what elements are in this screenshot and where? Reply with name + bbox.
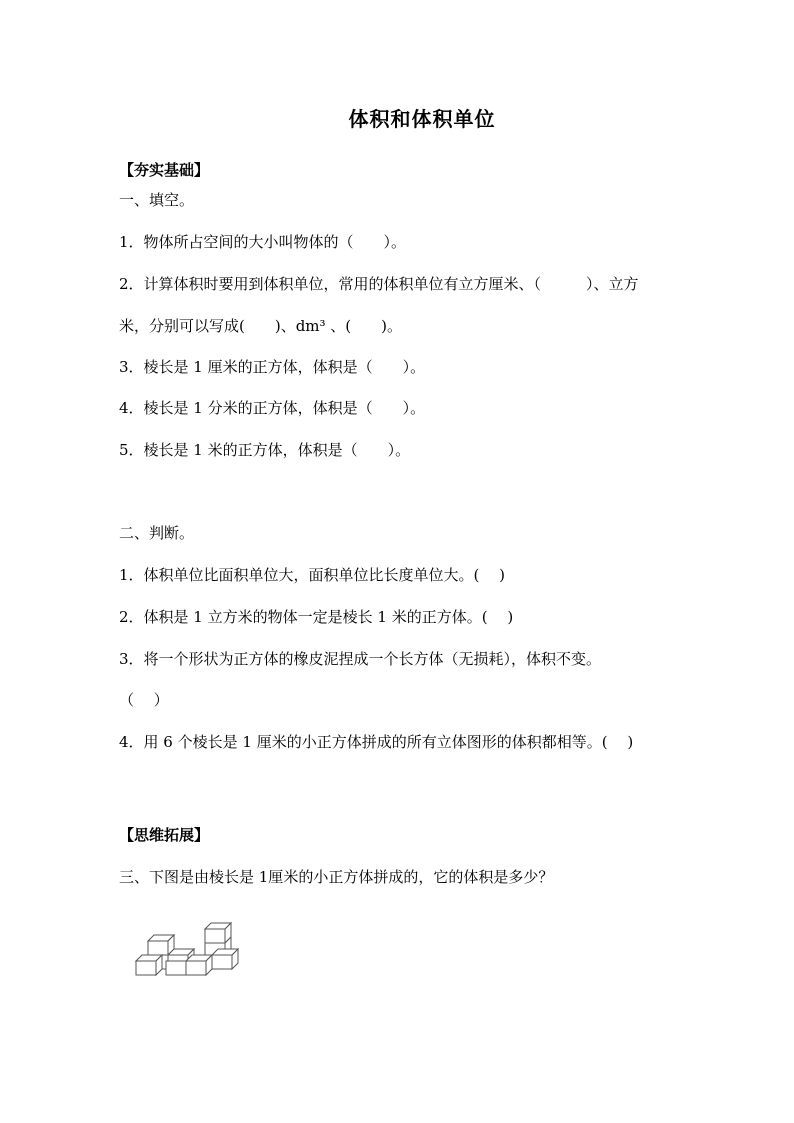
question-3: 三、下图是由棱长是 1厘米的小正方体拼成的，它的体积是多少？ <box>119 868 554 886</box>
fill-blank-item-2-cont: 米，分别可以写成( )、dm³ 、( )。 <box>119 317 403 335</box>
section-heading-extension: 【思维拓展】 <box>119 826 210 844</box>
judge-item-2: 2．体积是 1 立方米的物体一定是棱长 1 米的正方体。( ) <box>119 608 514 626</box>
fill-blank-item-3: 3．棱长是 1 厘米的正方体，体积是（ ）。 <box>119 358 426 376</box>
fill-blank-item-1: 1．物体所占空间的大小叫物体的（ ）。 <box>119 233 407 251</box>
fill-blank-item-2: 2．计算体积时要用到体积单位，常用的体积单位有立方厘米、（ ）、立方 <box>119 275 639 293</box>
section-heading-basics: 【夯实基础】 <box>119 161 210 179</box>
page-title: 体积和体积单位 <box>348 107 496 131</box>
fill-blank-item-4: 4．棱长是 1 分米的正方体，体积是（ ）。 <box>119 399 426 417</box>
cube <box>166 961 186 975</box>
cube <box>186 955 212 975</box>
judge-item-1: 1．体积单位比面积单位大，面积单位比长度单位大。( ) <box>119 566 506 584</box>
cube <box>205 923 231 943</box>
part-heading-fill-blank: 一、填空。 <box>119 191 195 209</box>
fill-blank-item-5: 5．棱长是 1 米的正方体，体积是（ ）。 <box>119 441 411 459</box>
cube <box>136 955 162 975</box>
judge-item-3: 3．将一个形状为正方体的橡皮泥捏成一个长方体（无损耗），体积不变。 <box>119 650 602 668</box>
cube <box>148 935 174 955</box>
part-heading-judge: 二、判断。 <box>119 524 195 542</box>
cube-figure <box>120 893 255 998</box>
judge-item-4: 4．用 6 个棱长是 1 厘米的小正方体拼成的所有立体图形的体积都相等。( ) <box>119 733 634 751</box>
judge-item-3-cont: （ ） <box>119 691 169 709</box>
cube <box>212 949 238 969</box>
